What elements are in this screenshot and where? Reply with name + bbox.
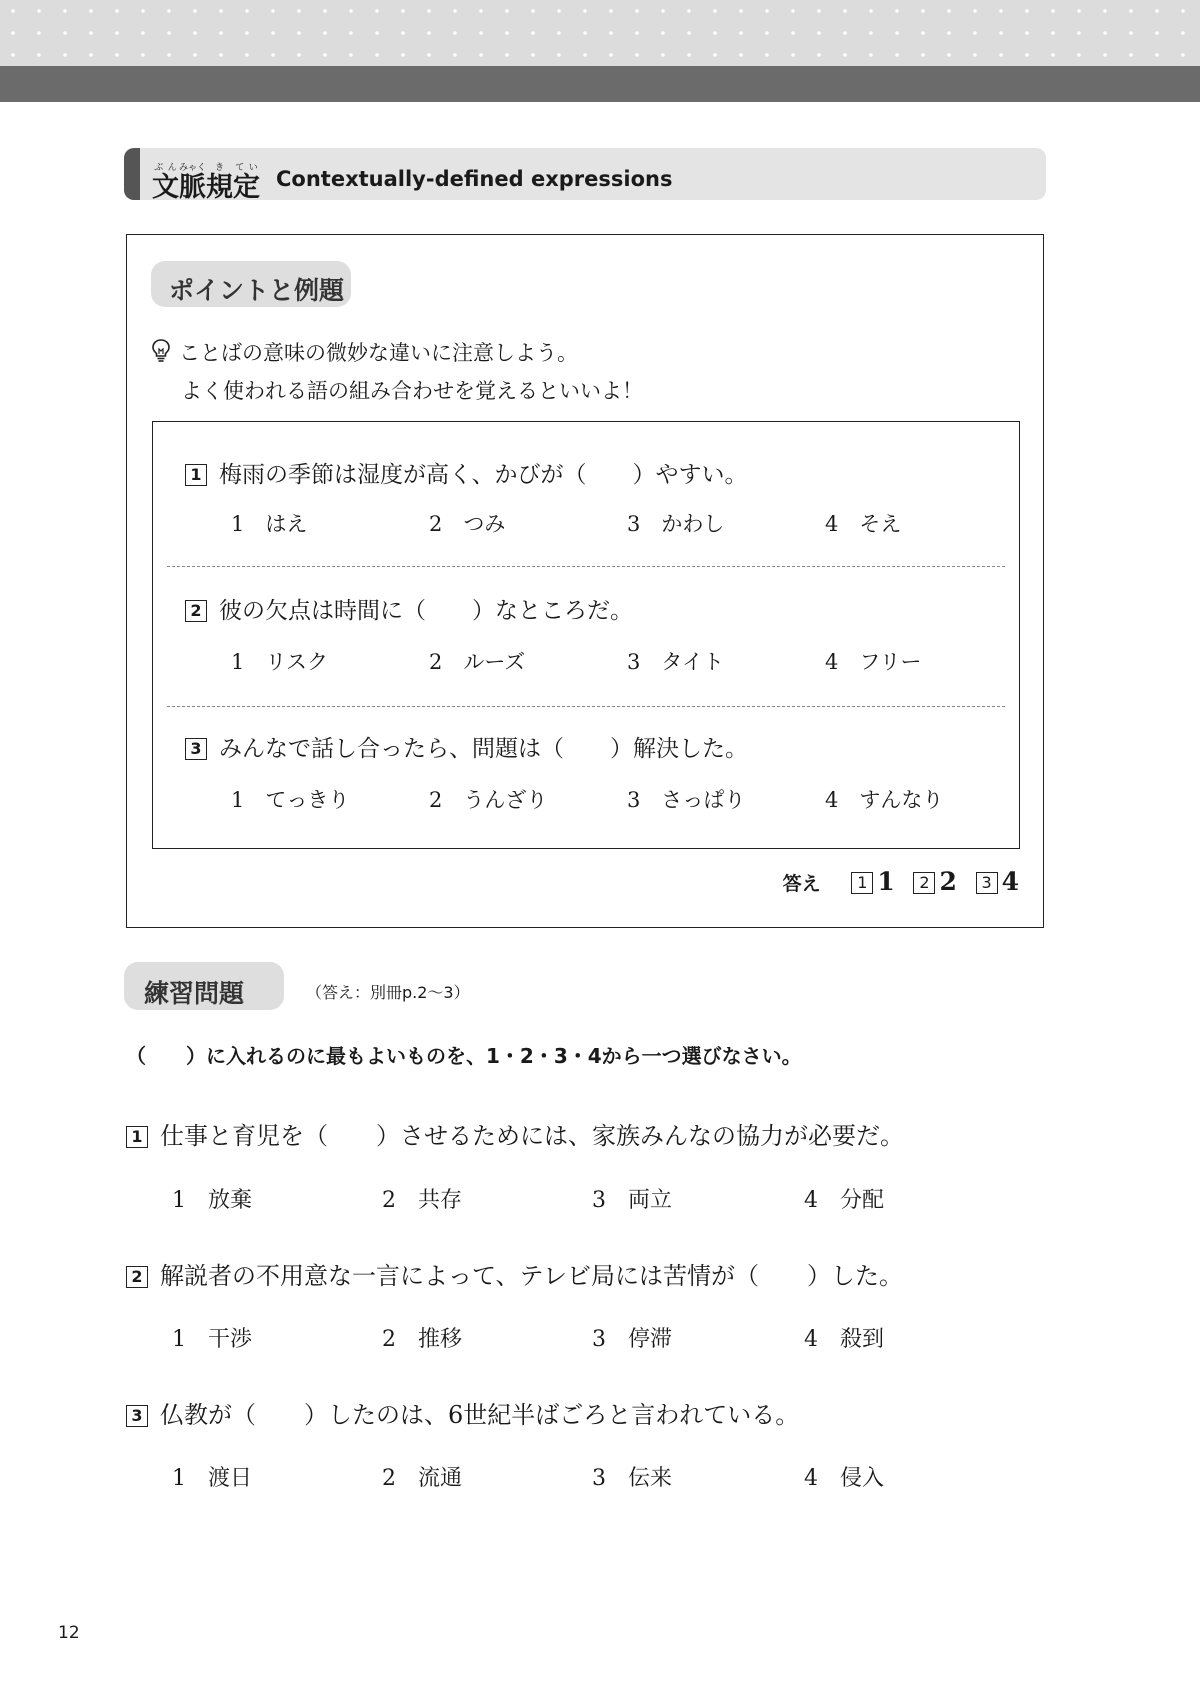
header-dot-pattern bbox=[0, 0, 1200, 66]
answer-item: 2 2 bbox=[913, 867, 956, 896]
section-title: 文ぶん脈みゃく規き定てい bbox=[152, 163, 260, 200]
answer-item: 3 4 bbox=[976, 867, 1019, 896]
section-heading bbox=[124, 148, 1046, 200]
choice-item: 4 分配 bbox=[804, 1188, 884, 1213]
point-label-pill bbox=[151, 261, 351, 307]
choice-item: 4 侵入 bbox=[804, 1466, 884, 1491]
choice-item: 1 はえ bbox=[231, 512, 308, 536]
choice-item: 3 さっぱり bbox=[627, 788, 746, 812]
question-number-box: 2 bbox=[126, 1266, 148, 1288]
question-number-box: 3 bbox=[185, 738, 207, 760]
question-text: 解説者の不用意な一言によって、テレビ局には苦情が（ ）した。 bbox=[160, 1262, 904, 1290]
question-number-box: 1 bbox=[126, 1126, 148, 1148]
tip-line-2: よく使われる語の組み合わせを覚えるといいよ！ bbox=[181, 378, 643, 403]
example-questions-box bbox=[152, 421, 1020, 849]
choice-item: 3 両立 bbox=[592, 1188, 672, 1213]
choice-item: 3 伝来 bbox=[592, 1466, 672, 1491]
choice-item: 4 そえ bbox=[825, 512, 902, 536]
question-text: 彼の欠点は時間に（ ）なところだ。 bbox=[219, 598, 633, 624]
dashed-divider bbox=[167, 706, 1005, 707]
dashed-divider bbox=[167, 566, 1005, 567]
header-band bbox=[0, 66, 1200, 102]
choice-item: 4 すんなり bbox=[825, 788, 944, 812]
choice-item: 3 かわし bbox=[627, 512, 725, 536]
choice-item: 1 放棄 bbox=[172, 1188, 252, 1213]
tip-text bbox=[151, 335, 643, 409]
choice-item: 1 干渉 bbox=[172, 1327, 252, 1352]
practice-question-3 bbox=[126, 1395, 799, 1430]
practice-question-2 bbox=[126, 1256, 903, 1291]
answer-item: 1 1 bbox=[851, 867, 894, 896]
example-question-1 bbox=[185, 456, 748, 489]
question-text: 梅雨の季節は湿度が高く、かびが（ ）やすい。 bbox=[219, 462, 748, 488]
answer-key bbox=[783, 867, 1019, 896]
choice-item: 3 停滞 bbox=[592, 1327, 672, 1352]
question-text: みんなで話し合ったら、問題は（ ）解決した。 bbox=[219, 736, 748, 762]
heading-accent-bar bbox=[124, 148, 140, 200]
question-number-box: 3 bbox=[126, 1405, 148, 1427]
choice-item: 2 流通 bbox=[382, 1466, 462, 1491]
choice-item: 2 推移 bbox=[382, 1327, 462, 1352]
choice-item: 1 渡日 bbox=[172, 1466, 252, 1491]
choice-item: 1 てっきり bbox=[231, 788, 350, 812]
choice-item: 2 共存 bbox=[382, 1188, 462, 1213]
practice-question-1 bbox=[126, 1116, 904, 1151]
practice-instruction: （ ）に入れるのに最もよいものを、1・2・3・4から一つ選びなさい。 bbox=[126, 1044, 802, 1068]
choice-item: 3 タイト bbox=[627, 650, 724, 674]
practice-label: 練習問題 bbox=[144, 979, 245, 1008]
example-question-3 bbox=[185, 730, 748, 763]
choice-item: 2 つみ bbox=[429, 512, 506, 536]
choice-item: 1 リスク bbox=[231, 650, 328, 674]
tip-line-1: ことばの意味の微妙な違いに注意しよう。 bbox=[179, 341, 578, 365]
section-subtitle: Contextually-defined expressions bbox=[276, 167, 673, 191]
question-text: 仕事と育児を（ ）させるためには、家族みんなの協力が必要だ。 bbox=[160, 1122, 904, 1150]
choice-item: 4 殺到 bbox=[804, 1327, 884, 1352]
question-text: 仏教が（ ）したのは、6世紀半ばごろと言われている。 bbox=[160, 1401, 800, 1429]
choice-item: 2 ルーズ bbox=[429, 650, 526, 674]
choice-item: 4 フリー bbox=[825, 650, 922, 674]
point-example-box bbox=[126, 234, 1044, 928]
answer-reference: （答え：別冊p.2～3） bbox=[306, 983, 470, 1002]
point-label: ポイントと例題 bbox=[169, 276, 345, 305]
practice-label-pill bbox=[124, 962, 284, 1010]
question-number-box: 1 bbox=[185, 464, 207, 486]
choice-item: 2 うんざり bbox=[429, 788, 548, 812]
example-question-2 bbox=[185, 592, 633, 625]
answer-label: 答え bbox=[782, 873, 821, 895]
lightbulb-icon bbox=[151, 337, 173, 373]
question-number-box: 2 bbox=[185, 600, 207, 622]
page-number: 12 bbox=[58, 1623, 80, 1643]
